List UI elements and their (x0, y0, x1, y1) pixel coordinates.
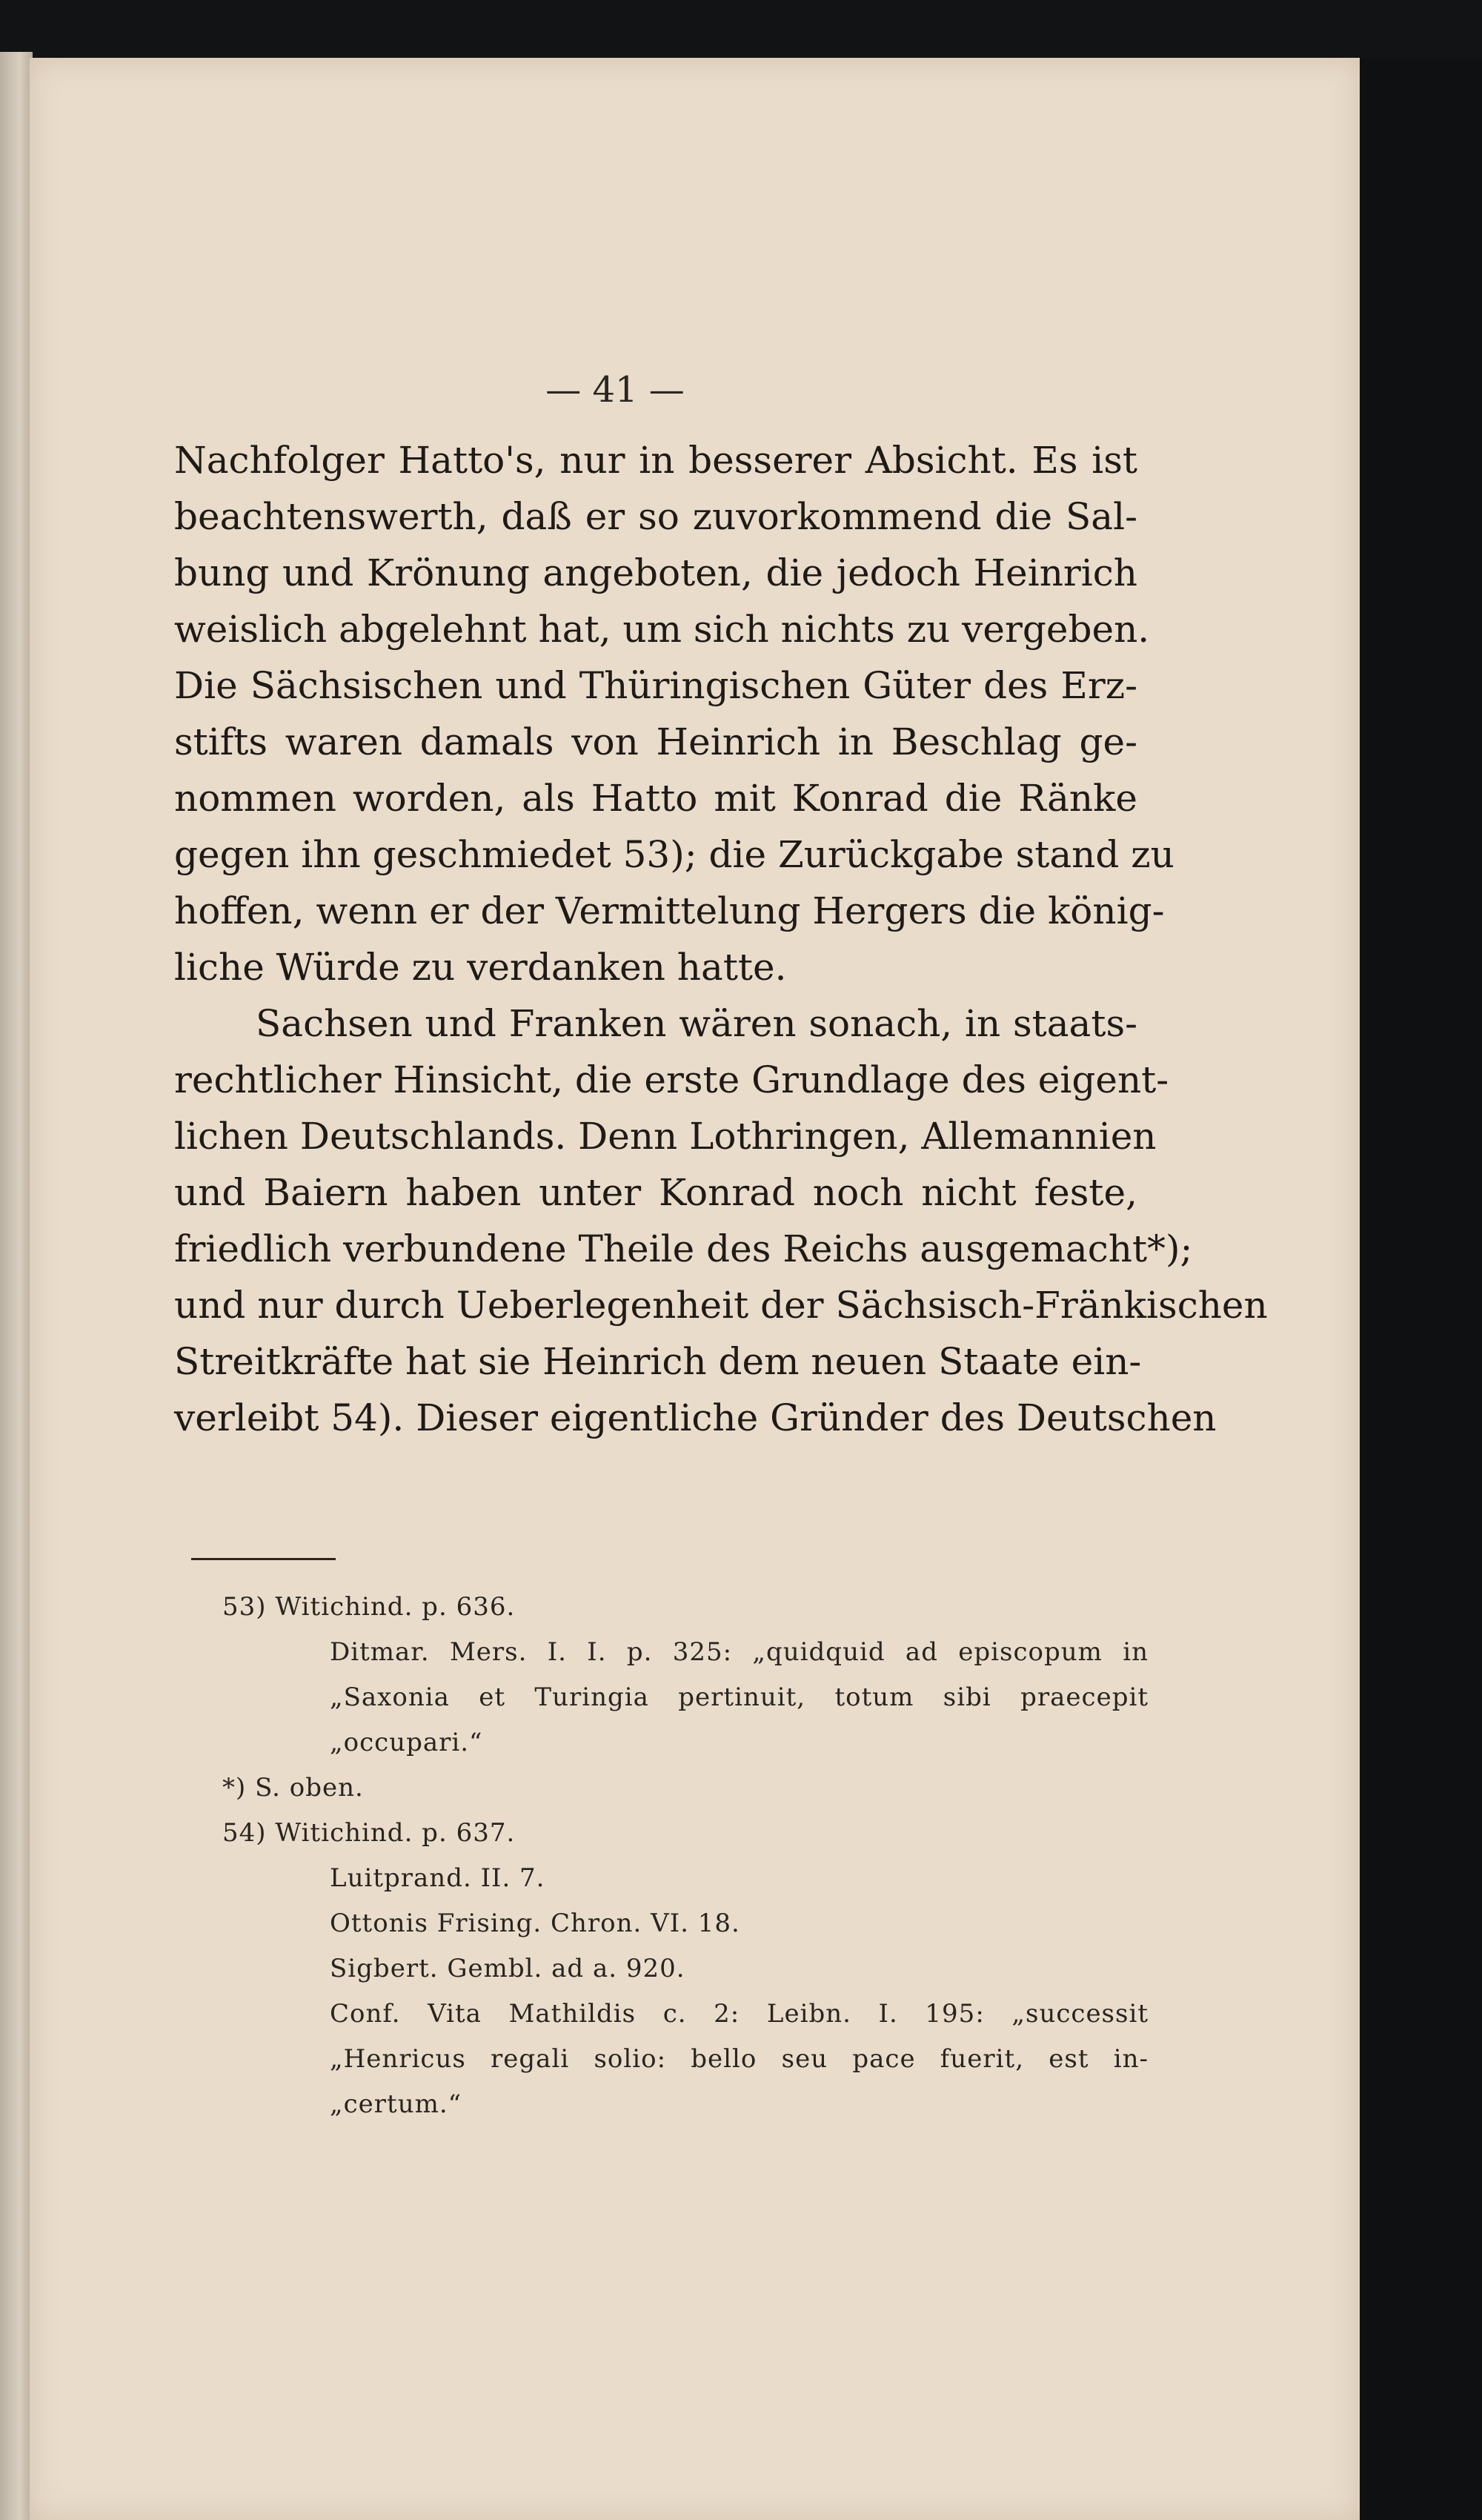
scan-background-top (0, 0, 1482, 59)
text-line: Sachsen und Franken wären sonach, in staats- (256, 1002, 1137, 1045)
text-line: lichen Deutschlands. Denn Lothringen, Allemannien (174, 1115, 1157, 1158)
page-number: — 41 — (545, 369, 685, 411)
footnote-line: Ottonis Frising. Chron. VI. 18. (330, 1909, 740, 1938)
text-line: beachtenswerth, daß er so zuvorkommend die Sal- (174, 495, 1137, 538)
footnote-line: „Henricus regali solio: bello seu pace fuerit, est in- (330, 2044, 1149, 2074)
text-line: verleibt 54). Dieser eigentliche Gründer des Deutschen (174, 1396, 1217, 1439)
text-line: Streitkräfte hat sie Heinrich dem neuen Staate ein- (174, 1340, 1142, 1383)
footnote-line: 53) Witichind. p. 636. (222, 1592, 516, 1622)
text-line: gegen ihn geschmiedet 53); die Zurückgabe stand zu (174, 833, 1174, 876)
footnote-rule (191, 1558, 336, 1560)
text-line: rechtlicher Hinsicht, die erste Grundlage des eigent- (174, 1058, 1169, 1101)
text-line: hoffen, wenn er der Vermittelung Hergers die könig- (174, 889, 1165, 932)
book-page (30, 58, 1360, 2520)
text-line: und Baiern haben unter Konrad noch nicht feste, (174, 1171, 1137, 1214)
text-line: bung und Krönung angeboten, die jedoch Heinrich (174, 551, 1137, 594)
footnote-line: Conf. Vita Mathildis c. 2: Leibn. I. 195: „successit (330, 1999, 1149, 2029)
footnote-line: „Saxonia et Turingia pertinuit, totum sibi praecepit (330, 1682, 1149, 1712)
footnote-line: Ditmar. Mers. I. I. p. 325: „quidquid ad episcopum in (330, 1637, 1149, 1667)
footnotes (222, 1585, 1149, 2127)
footnote-line: 54) Witichind. p. 637. (222, 1818, 516, 1848)
footnote-line: Sigbert. Gembl. ad a. 920. (330, 1954, 685, 1983)
text-line: friedlich verbundene Theile des Reichs ausgemacht*); (174, 1227, 1193, 1270)
book-edge (0, 52, 33, 2520)
footnote-line: „occupari.“ (330, 1728, 483, 1757)
text-line: und nur durch Ueberlegenheit der Sächsisch-Fränkischen (174, 1284, 1268, 1327)
text-line: liche Würde zu verdanken hatte. (174, 946, 787, 989)
body-text (174, 432, 1268, 1446)
footnote-line: „certum.“ (330, 2089, 462, 2119)
text-line: weislich abgelehnt hat, um sich nichts zu vergeben. (174, 608, 1150, 651)
text-line: Nachfolger Hatto's, nur in besserer Absicht. Es ist (174, 439, 1137, 482)
text-line: Die Sächsischen und Thüringischen Güter des Erz- (174, 664, 1137, 707)
footnote-line: *) S. oben. (222, 1773, 364, 1803)
text-line: stifts waren damals von Heinrich in Beschlag ge- (174, 720, 1137, 763)
text-line: nommen worden, als Hatto mit Konrad die Ränke (174, 777, 1137, 820)
footnote-line: Luitprand. II. 7. (330, 1863, 545, 1893)
